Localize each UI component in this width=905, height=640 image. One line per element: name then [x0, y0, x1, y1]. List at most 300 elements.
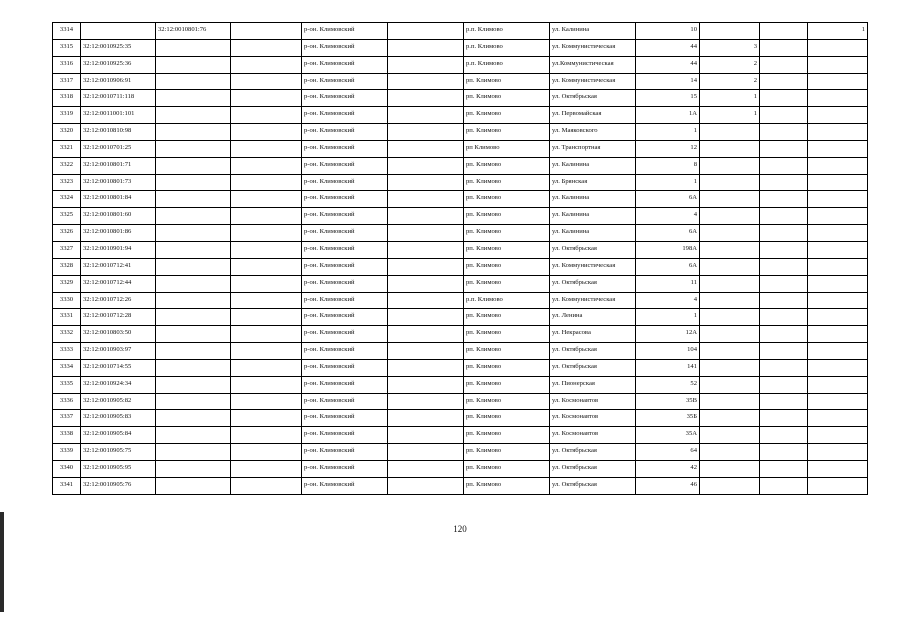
- cell-row-number: 3331: [53, 309, 81, 326]
- cell-district: р-он. Климовский: [302, 359, 388, 376]
- cell-street: ул. Коммунистическая: [550, 258, 636, 275]
- cell-cadastral-number-alt: [156, 376, 231, 393]
- cell-apartment-number: 2: [700, 73, 760, 90]
- cell-extra: 1: [808, 23, 868, 40]
- cell-cadastral-number-alt: [156, 258, 231, 275]
- cell-settlement: рп. Климово: [464, 124, 550, 141]
- cell-cadastral-number-alt: [156, 326, 231, 343]
- cell-cadastral-number-alt: [156, 56, 231, 73]
- cell-apartment-number: [700, 241, 760, 258]
- cell-apartment-number: [700, 460, 760, 477]
- cell-cadastral-number-alt: [156, 124, 231, 141]
- cell-empty: [388, 23, 464, 40]
- table-row: [53, 225, 868, 242]
- cell-cadastral-number: 32:12:0010801:60: [81, 208, 156, 225]
- cell-empty: [760, 241, 808, 258]
- cell-row-number: 3338: [53, 427, 81, 444]
- cell-cadastral-number-alt: 32:12:0010801:76: [156, 23, 231, 40]
- cell-empty: [231, 157, 302, 174]
- cell-apartment-number: [700, 208, 760, 225]
- table-row: [53, 427, 868, 444]
- cell-cadastral-number-alt: [156, 343, 231, 360]
- cell-cadastral-number: 32:12:0010712:41: [81, 258, 156, 275]
- cell-house-number: 12: [636, 140, 700, 157]
- table-row: [53, 292, 868, 309]
- cell-cadastral-number-alt: [156, 393, 231, 410]
- cell-extra: [808, 292, 868, 309]
- cell-empty: [388, 140, 464, 157]
- cell-settlement: рп. Климово: [464, 477, 550, 494]
- cell-house-number: 42: [636, 460, 700, 477]
- registry-table: [52, 22, 868, 495]
- cell-apartment-number: [700, 376, 760, 393]
- table-row: [53, 376, 868, 393]
- cell-apartment-number: [700, 410, 760, 427]
- cell-row-number: 3332: [53, 326, 81, 343]
- cell-apartment-number: 3: [700, 39, 760, 56]
- cell-cadastral-number-alt: [156, 191, 231, 208]
- cell-street: ул. Брянская: [550, 174, 636, 191]
- cell-cadastral-number-alt: [156, 140, 231, 157]
- cell-street: ул. Октябрьская: [550, 343, 636, 360]
- cell-house-number: 35А: [636, 427, 700, 444]
- cell-extra: [808, 460, 868, 477]
- cell-empty: [760, 23, 808, 40]
- table-row: [53, 326, 868, 343]
- cell-empty: [760, 107, 808, 124]
- cell-row-number: 3339: [53, 444, 81, 461]
- table-row: [53, 208, 868, 225]
- cell-empty: [388, 174, 464, 191]
- table-row: [53, 444, 868, 461]
- cell-street: ул. Маяковского: [550, 124, 636, 141]
- cell-cadastral-number-alt: [156, 477, 231, 494]
- cell-extra: [808, 56, 868, 73]
- cell-empty: [760, 359, 808, 376]
- cell-cadastral-number-alt: [156, 427, 231, 444]
- cell-street: ул. Октябрьская: [550, 241, 636, 258]
- cell-row-number: 3334: [53, 359, 81, 376]
- cell-empty: [388, 292, 464, 309]
- cell-empty: [231, 292, 302, 309]
- cell-street: ул. Октябрьская: [550, 275, 636, 292]
- cell-settlement: рп. Климово: [464, 460, 550, 477]
- cell-row-number: 3336: [53, 393, 81, 410]
- cell-street: ул. Пионерская: [550, 376, 636, 393]
- cell-empty: [760, 460, 808, 477]
- cell-cadastral-number-alt: [156, 157, 231, 174]
- cell-house-number: 12А: [636, 326, 700, 343]
- cell-cadastral-number: 32:12:0010712:28: [81, 309, 156, 326]
- cell-cadastral-number: 32:12:0010925:36: [81, 56, 156, 73]
- cell-cadastral-number: 32:12:0010801:84: [81, 191, 156, 208]
- cell-street: ул. Коммунистическая: [550, 292, 636, 309]
- cell-street: ул. Октябрьская: [550, 90, 636, 107]
- cell-empty: [760, 174, 808, 191]
- table-row: [53, 258, 868, 275]
- scan-edge-mark: [0, 512, 4, 612]
- cell-district: р-он. Климовский: [302, 39, 388, 56]
- cell-extra: [808, 275, 868, 292]
- cell-house-number: 64: [636, 444, 700, 461]
- cell-extra: [808, 225, 868, 242]
- cell-street: ул. Космонавтов: [550, 410, 636, 427]
- cell-empty: [231, 376, 302, 393]
- cell-settlement: рп. Климово: [464, 376, 550, 393]
- cell-settlement: рп. Климово: [464, 309, 550, 326]
- cell-cadastral-number-alt: [156, 208, 231, 225]
- cell-empty: [231, 39, 302, 56]
- cell-cadastral-number: 32:12:0010925:35: [81, 39, 156, 56]
- cell-settlement: р.п. Климово: [464, 56, 550, 73]
- cell-extra: [808, 477, 868, 494]
- cell-settlement: рп. Климово: [464, 225, 550, 242]
- cell-empty: [231, 225, 302, 242]
- cell-house-number: 1А: [636, 107, 700, 124]
- cell-empty: [760, 73, 808, 90]
- cell-apartment-number: [700, 477, 760, 494]
- cell-street: ул. Калинина: [550, 157, 636, 174]
- cell-empty: [760, 90, 808, 107]
- cell-row-number: 3324: [53, 191, 81, 208]
- cell-row-number: 3314: [53, 23, 81, 40]
- cell-cadastral-number: 32:12:0010905:83: [81, 410, 156, 427]
- cell-row-number: 3329: [53, 275, 81, 292]
- cell-row-number: 3317: [53, 73, 81, 90]
- cell-street: ул.Коммунистическая: [550, 56, 636, 73]
- cell-empty: [388, 343, 464, 360]
- cell-house-number: 4: [636, 292, 700, 309]
- cell-extra: [808, 208, 868, 225]
- cell-house-number: 1: [636, 124, 700, 141]
- cell-settlement: рп. Климово: [464, 157, 550, 174]
- cell-house-number: 141: [636, 359, 700, 376]
- cell-empty: [760, 292, 808, 309]
- cell-cadastral-number: 32:12:0010803:50: [81, 326, 156, 343]
- cell-extra: [808, 124, 868, 141]
- cell-cadastral-number-alt: [156, 444, 231, 461]
- cell-house-number: 11: [636, 275, 700, 292]
- cell-house-number: 6А: [636, 191, 700, 208]
- cell-settlement: рп. Климово: [464, 258, 550, 275]
- cell-settlement: рп. Климово: [464, 174, 550, 191]
- cell-district: р-он. Климовский: [302, 275, 388, 292]
- cell-row-number: 3341: [53, 477, 81, 494]
- cell-extra: [808, 376, 868, 393]
- cell-cadastral-number-alt: [156, 275, 231, 292]
- cell-row-number: 3333: [53, 343, 81, 360]
- cell-empty: [231, 427, 302, 444]
- cell-street: ул. Октябрьская: [550, 477, 636, 494]
- cell-empty: [231, 208, 302, 225]
- cell-house-number: 104: [636, 343, 700, 360]
- cell-apartment-number: [700, 292, 760, 309]
- table-row: [53, 90, 868, 107]
- cell-row-number: 3316: [53, 56, 81, 73]
- cell-cadastral-number: 32:12:0010801:86: [81, 225, 156, 242]
- cell-row-number: 3326: [53, 225, 81, 242]
- cell-row-number: 3323: [53, 174, 81, 191]
- cell-cadastral-number: 32:12:0010924:34: [81, 376, 156, 393]
- cell-apartment-number: [700, 140, 760, 157]
- cell-street: ул. Калинина: [550, 208, 636, 225]
- cell-cadastral-number: 32:12:0010901:94: [81, 241, 156, 258]
- cell-house-number: 6А: [636, 225, 700, 242]
- cell-empty: [388, 124, 464, 141]
- cell-settlement: рп. Климово: [464, 444, 550, 461]
- cell-extra: [808, 444, 868, 461]
- cell-apartment-number: [700, 444, 760, 461]
- cell-extra: [808, 90, 868, 107]
- cell-street: ул. Космонавтов: [550, 427, 636, 444]
- cell-empty: [231, 140, 302, 157]
- table-row: [53, 174, 868, 191]
- cell-settlement: рп. Климово: [464, 107, 550, 124]
- table-row: [53, 393, 868, 410]
- cell-cadastral-number-alt: [156, 359, 231, 376]
- cell-empty: [388, 393, 464, 410]
- cell-empty: [760, 444, 808, 461]
- cell-cadastral-number: 32:12:0010810:98: [81, 124, 156, 141]
- cell-empty: [760, 56, 808, 73]
- table-row: [53, 73, 868, 90]
- cell-row-number: 3322: [53, 157, 81, 174]
- cell-cadastral-number: 32:12:0010905:76: [81, 477, 156, 494]
- cell-cadastral-number: 32:12:0010905:95: [81, 460, 156, 477]
- cell-row-number: 3321: [53, 140, 81, 157]
- cell-apartment-number: [700, 427, 760, 444]
- cell-cadastral-number: 32:12:0010905:84: [81, 427, 156, 444]
- cell-empty: [231, 444, 302, 461]
- cell-row-number: 3319: [53, 107, 81, 124]
- cell-district: р-он. Климовский: [302, 90, 388, 107]
- table-row: [53, 359, 868, 376]
- cell-empty: [388, 107, 464, 124]
- cell-settlement: р.п. Климово: [464, 39, 550, 56]
- registry-table-body: [53, 23, 868, 495]
- cell-cadastral-number-alt: [156, 107, 231, 124]
- cell-district: р-он. Климовский: [302, 326, 388, 343]
- table-row: [53, 309, 868, 326]
- cell-cadastral-number-alt: [156, 410, 231, 427]
- cell-district: р-он. Климовский: [302, 73, 388, 90]
- cell-settlement: рп. Климово: [464, 393, 550, 410]
- cell-empty: [388, 427, 464, 444]
- cell-district: р-он. Климовский: [302, 343, 388, 360]
- cell-street: ул. Калинина: [550, 23, 636, 40]
- cell-house-number: 52: [636, 376, 700, 393]
- cell-empty: [388, 39, 464, 56]
- cell-apartment-number: 1: [700, 90, 760, 107]
- cell-empty: [231, 326, 302, 343]
- cell-apartment-number: [700, 258, 760, 275]
- table-row: [53, 23, 868, 40]
- table-row: [53, 241, 868, 258]
- cell-row-number: 3327: [53, 241, 81, 258]
- cell-row-number: 3328: [53, 258, 81, 275]
- cell-street: ул. Некрасова: [550, 326, 636, 343]
- cell-extra: [808, 326, 868, 343]
- cell-house-number: 4: [636, 208, 700, 225]
- cell-settlement: р.п. Климово: [464, 292, 550, 309]
- cell-empty: [388, 275, 464, 292]
- cell-empty: [231, 460, 302, 477]
- cell-apartment-number: 2: [700, 56, 760, 73]
- cell-street: ул. Коммунистическая: [550, 39, 636, 56]
- cell-district: р-он. Климовский: [302, 376, 388, 393]
- cell-settlement: рп. Климово: [464, 73, 550, 90]
- cell-row-number: 3337: [53, 410, 81, 427]
- cell-apartment-number: [700, 225, 760, 242]
- cell-empty: [760, 309, 808, 326]
- cell-empty: [231, 73, 302, 90]
- cell-street: ул. Первомайская: [550, 107, 636, 124]
- cell-street: ул. Октябрьская: [550, 444, 636, 461]
- cell-apartment-number: [700, 157, 760, 174]
- cell-empty: [388, 258, 464, 275]
- cell-empty: [760, 376, 808, 393]
- cell-row-number: 3315: [53, 39, 81, 56]
- cell-empty: [760, 326, 808, 343]
- cell-apartment-number: [700, 343, 760, 360]
- cell-row-number: 3325: [53, 208, 81, 225]
- table-row: [53, 410, 868, 427]
- cell-empty: [760, 124, 808, 141]
- cell-empty: [760, 208, 808, 225]
- cell-cadastral-number: 32:12:0011001:101: [81, 107, 156, 124]
- cell-empty: [231, 275, 302, 292]
- cell-cadastral-number: 32:12:0010711:118: [81, 90, 156, 107]
- table-row: [53, 343, 868, 360]
- cell-district: р-он. Климовский: [302, 225, 388, 242]
- cell-empty: [231, 410, 302, 427]
- cell-empty: [388, 309, 464, 326]
- cell-street: ул. Октябрьская: [550, 460, 636, 477]
- cell-settlement: рп Климово: [464, 140, 550, 157]
- cell-empty: [388, 410, 464, 427]
- table-row: [53, 56, 868, 73]
- cell-house-number: 46: [636, 477, 700, 494]
- cell-settlement: р.п. Климово: [464, 23, 550, 40]
- cell-empty: [388, 359, 464, 376]
- cell-house-number: 35Б: [636, 410, 700, 427]
- cell-district: р-он. Климовский: [302, 241, 388, 258]
- cell-apartment-number: [700, 393, 760, 410]
- cell-row-number: 3340: [53, 460, 81, 477]
- cell-cadastral-number-alt: [156, 90, 231, 107]
- cell-cadastral-number-alt: [156, 174, 231, 191]
- cell-street: ул. Калинина: [550, 225, 636, 242]
- cell-extra: [808, 427, 868, 444]
- cell-apartment-number: [700, 309, 760, 326]
- cell-empty: [760, 393, 808, 410]
- cell-empty: [388, 460, 464, 477]
- cell-apartment-number: 1: [700, 107, 760, 124]
- cell-cadastral-number: 32:12:0010906:91: [81, 73, 156, 90]
- cell-empty: [388, 157, 464, 174]
- cell-extra: [808, 191, 868, 208]
- cell-extra: [808, 140, 868, 157]
- cell-extra: [808, 359, 868, 376]
- cell-cadastral-number: 32:12:0010712:26: [81, 292, 156, 309]
- cell-street: ул. Октябрьская: [550, 359, 636, 376]
- cell-row-number: 3335: [53, 376, 81, 393]
- cell-cadastral-number: 32:12:0010905:82: [81, 393, 156, 410]
- cell-extra: [808, 107, 868, 124]
- cell-cadastral-number: [81, 23, 156, 40]
- cell-cadastral-number-alt: [156, 292, 231, 309]
- cell-district: р-он. Климовский: [302, 393, 388, 410]
- cell-apartment-number: [700, 23, 760, 40]
- cell-empty: [231, 393, 302, 410]
- cell-district: р-он. Климовский: [302, 56, 388, 73]
- cell-house-number: 44: [636, 56, 700, 73]
- cell-cadastral-number: 32:12:0010714:55: [81, 359, 156, 376]
- cell-empty: [760, 140, 808, 157]
- cell-district: р-он. Климовский: [302, 157, 388, 174]
- cell-house-number: 1: [636, 309, 700, 326]
- cell-extra: [808, 39, 868, 56]
- cell-house-number: 1: [636, 174, 700, 191]
- cell-apartment-number: [700, 275, 760, 292]
- cell-street: ул. Коммунистическая: [550, 73, 636, 90]
- cell-cadastral-number: 32:12:0010905:75: [81, 444, 156, 461]
- cell-empty: [231, 343, 302, 360]
- cell-settlement: рп. Климово: [464, 326, 550, 343]
- cell-district: р-он. Климовский: [302, 107, 388, 124]
- cell-cadastral-number-alt: [156, 39, 231, 56]
- cell-cadastral-number: 32:12:0010712:44: [81, 275, 156, 292]
- table-row: [53, 107, 868, 124]
- cell-apartment-number: [700, 191, 760, 208]
- cell-apartment-number: [700, 326, 760, 343]
- cell-empty: [760, 225, 808, 242]
- cell-apartment-number: [700, 359, 760, 376]
- cell-extra: [808, 174, 868, 191]
- cell-empty: [231, 56, 302, 73]
- cell-settlement: рп. Климово: [464, 275, 550, 292]
- table-row: [53, 157, 868, 174]
- cell-district: р-он. Климовский: [302, 124, 388, 141]
- cell-street: ул. Транспортная: [550, 140, 636, 157]
- cell-empty: [388, 444, 464, 461]
- cell-cadastral-number: 32:12:0010801:71: [81, 157, 156, 174]
- cell-cadastral-number-alt: [156, 225, 231, 242]
- cell-empty: [388, 225, 464, 242]
- table-row: [53, 477, 868, 494]
- cell-cadastral-number: 32:12:0010701:25: [81, 140, 156, 157]
- cell-empty: [231, 107, 302, 124]
- cell-district: р-он. Климовский: [302, 427, 388, 444]
- cell-cadastral-number-alt: [156, 73, 231, 90]
- page-number: 120: [453, 524, 467, 534]
- cell-extra: [808, 157, 868, 174]
- cell-empty: [231, 124, 302, 141]
- cell-empty: [388, 90, 464, 107]
- cell-house-number: 8: [636, 157, 700, 174]
- cell-house-number: 10: [636, 23, 700, 40]
- cell-empty: [231, 23, 302, 40]
- cell-empty: [231, 191, 302, 208]
- cell-empty: [760, 343, 808, 360]
- cell-row-number: 3318: [53, 90, 81, 107]
- cell-settlement: рп. Климово: [464, 90, 550, 107]
- cell-row-number: 3330: [53, 292, 81, 309]
- cell-house-number: 15: [636, 90, 700, 107]
- cell-empty: [760, 157, 808, 174]
- cell-empty: [760, 39, 808, 56]
- table-row: [53, 39, 868, 56]
